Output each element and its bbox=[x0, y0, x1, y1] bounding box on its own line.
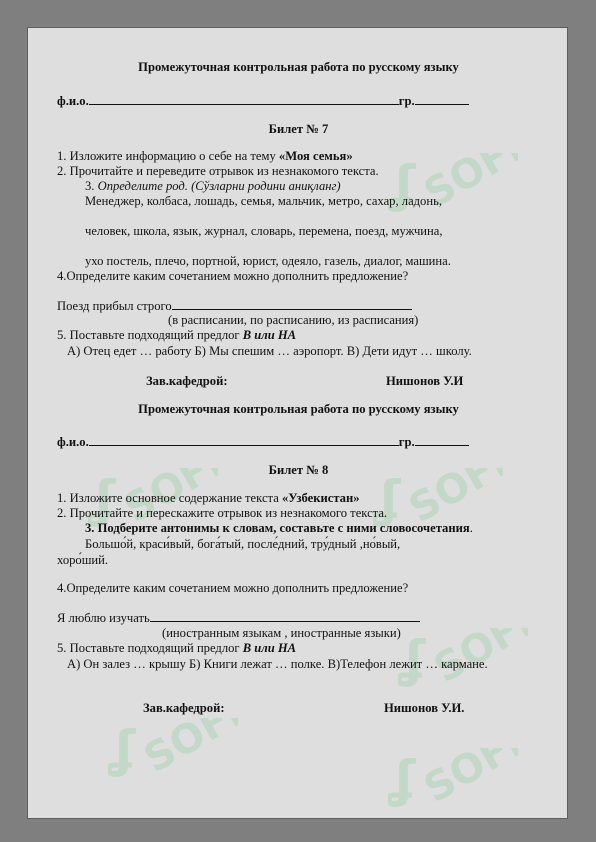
svg-text:SOFF: SOFF bbox=[401, 468, 503, 528]
question-3 bbox=[85, 179, 341, 194]
question-3-words: человек, школа, язык, журнал, словарь, перемена, поезд, мужчина, bbox=[85, 224, 443, 238]
ticket-header: Промежуточная контрольная работа по русскому языку bbox=[138, 402, 459, 416]
group-label: гр. bbox=[398, 94, 415, 108]
question-5 bbox=[57, 641, 296, 656]
ticket-title: Билет № 8 bbox=[268, 463, 329, 477]
group-label: гр. bbox=[398, 435, 415, 449]
svg-text:SOFF: SOFF bbox=[416, 748, 518, 808]
question-2: 2. Прочитайте и переведите отрывок из незнакомого текста. bbox=[57, 164, 379, 178]
head-of-department-label: Зав.кафедрой: bbox=[143, 701, 225, 715]
question-3-words: Большо́й, краси́вый, бога́тый, после́дний, тру́дный ,но́вый, bbox=[85, 537, 401, 551]
svg-text:ʆ: ʆ bbox=[88, 470, 116, 528]
question-1-topic: «Узбекистан» bbox=[281, 491, 360, 505]
question-5-prepositions: В или НА bbox=[242, 328, 297, 342]
question-1 bbox=[57, 491, 360, 506]
question-3-text: 3. Подберите антонимы к словам, составьте с ними словосочетания bbox=[85, 521, 470, 535]
question-3-words: хоро́ший. bbox=[57, 553, 109, 567]
svg-text:SOFF: SOFF bbox=[426, 628, 528, 688]
watermark-logo bbox=[388, 748, 518, 808]
question-4-sentence-text: Поезд прибыл строго bbox=[57, 299, 172, 313]
fio-field bbox=[89, 433, 399, 446]
question-3-words: Менеджер, колбаса, лошадь, семья, мальчик, метро, сахар, ладонь, bbox=[85, 194, 442, 208]
svg-text:ʆ: ʆ bbox=[398, 630, 426, 688]
question-5 bbox=[57, 328, 296, 343]
question-1-text: 1. Изложите информацию о себе на тему bbox=[57, 149, 279, 163]
question-1-topic: «Моя семья» bbox=[278, 149, 353, 163]
svg-text:ʆ: ʆ bbox=[108, 720, 136, 778]
answer-blank bbox=[150, 609, 420, 622]
svg-text:SOFF: SOFF bbox=[136, 718, 238, 778]
question-4: 4.Определите каким сочетанием можно дополнить предложение? bbox=[57, 581, 409, 595]
question-5-text: 5. Поставьте подходящий предлог bbox=[57, 328, 243, 342]
svg-text:SOFF: SOFF bbox=[416, 153, 518, 213]
head-of-department-label: Зав.кафедрой: bbox=[146, 374, 228, 388]
document-page bbox=[27, 27, 568, 819]
question-3-number: 3. bbox=[85, 179, 98, 193]
ticket-title: Билет № 7 bbox=[268, 122, 329, 136]
question-4-sentence bbox=[57, 609, 420, 626]
svg-text:ʆ: ʆ bbox=[388, 750, 416, 808]
fio-line bbox=[57, 433, 469, 450]
question-3-task: Определите род. (Сўзларни родини аниқланг) bbox=[97, 179, 341, 193]
question-5-items: А) Отец едет … работу Б) Мы спешим … аэропорт. В) Дети идут … школу. bbox=[67, 344, 472, 358]
question-4-sentence-text: Я люблю изучать bbox=[57, 611, 150, 625]
question-3-words: ухо постель, плечо, портной, юрист, одеяло, газель, диалог, машина. bbox=[85, 254, 451, 268]
fio-line bbox=[57, 92, 469, 109]
question-1 bbox=[57, 149, 353, 164]
question-4-sentence bbox=[57, 297, 412, 314]
group-field bbox=[415, 433, 469, 446]
watermark-logo bbox=[108, 718, 238, 778]
answer-blank bbox=[172, 297, 412, 310]
head-of-department-name: Нишонов У.И bbox=[386, 374, 464, 388]
question-2: 2. Прочитайте и перескажите отрывок из незнакомого текста. bbox=[57, 506, 388, 520]
question-5-text: 5. Поставьте подходящий предлог bbox=[57, 641, 243, 655]
question-1-text: 1. Изложите основное содержание текста bbox=[57, 491, 282, 505]
ticket-header: Промежуточная контрольная работа по русскому языку bbox=[138, 60, 459, 74]
question-4-options: (иностранным языкам , иностранные языки) bbox=[162, 626, 401, 640]
question-3 bbox=[85, 521, 473, 536]
question-3-period: . bbox=[469, 521, 473, 535]
group-field bbox=[415, 92, 469, 105]
fio-label: ф.и.о. bbox=[57, 94, 89, 108]
question-5-prepositions: В или НА bbox=[242, 641, 297, 655]
question-4-options: (в расписании, по расписанию, из расписания) bbox=[168, 313, 419, 327]
fio-field bbox=[89, 92, 399, 105]
svg-text:SOFF: SOFF bbox=[116, 468, 218, 528]
svg-text:ʆ: ʆ bbox=[388, 155, 416, 213]
fio-label: ф.и.о. bbox=[57, 435, 89, 449]
head-of-department-name: Нишонов У.И. bbox=[384, 701, 465, 715]
svg-text:ʆ: ʆ bbox=[373, 470, 401, 528]
question-5-items: А) Он залез … крышу Б) Книги лежат … полке. В)Телефон лежит … кармане. bbox=[67, 657, 488, 671]
question-4: 4.Определите каким сочетанием можно дополнить предложение? bbox=[57, 269, 409, 283]
